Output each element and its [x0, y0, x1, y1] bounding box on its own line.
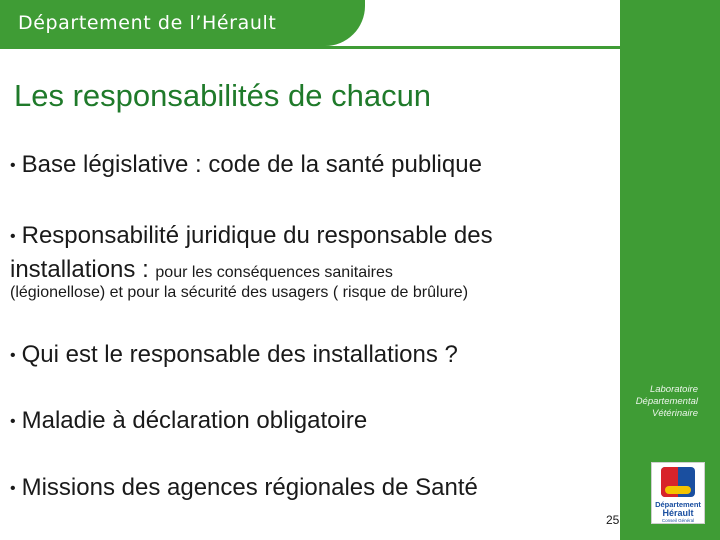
sidebar-band	[620, 0, 720, 540]
bullet-text: Base législative : code de la santé publique	[21, 151, 482, 178]
bullet-text: Missions des agences régionales de Santé	[21, 474, 478, 501]
bullet-text: Maladie à déclaration obligatoire	[21, 407, 368, 434]
bullet-item	[10, 407, 367, 435]
logo-emblem	[661, 467, 695, 497]
bullet-item	[10, 219, 493, 289]
bullet-dot: •	[10, 156, 16, 174]
bullet-text: Responsabilité juridique du responsable des	[21, 222, 493, 249]
bullet-text: Qui est le responsable des installations ?	[21, 341, 458, 368]
header-divider	[0, 46, 620, 49]
herault-logo	[651, 462, 705, 524]
logo-text-1: Département	[655, 500, 701, 509]
logo-text-3: Conseil Général	[661, 518, 695, 523]
lab-line: Départemental	[635, 396, 698, 407]
bullet-dot: •	[10, 228, 16, 246]
bullet-dot: •	[10, 412, 16, 430]
lab-line: Laboratoire	[649, 384, 698, 395]
logo-yellow-wave	[665, 486, 691, 494]
department-header: Département de l’Hérault	[0, 0, 365, 46]
bullet-item	[10, 341, 458, 369]
page-number: 25	[606, 513, 620, 527]
lab-line: Vétérinaire	[652, 408, 698, 419]
slide-title: Les responsabilités de chacun	[14, 78, 432, 113]
logo-text-2: Hérault	[662, 508, 694, 518]
laboratory-label	[598, 384, 698, 420]
bullet-item	[10, 151, 482, 179]
bullet-continuation: (légionellose) et pour la sécurité des usagers ( risque de brûlure)	[10, 284, 469, 301]
bullet-dot: •	[10, 479, 16, 497]
bullet-dot: •	[10, 346, 16, 364]
bullet-item	[10, 474, 478, 502]
bullet-text-small: pour les conséquences sanitaires	[155, 264, 393, 282]
bullet-text-line2: installations :	[10, 256, 156, 284]
